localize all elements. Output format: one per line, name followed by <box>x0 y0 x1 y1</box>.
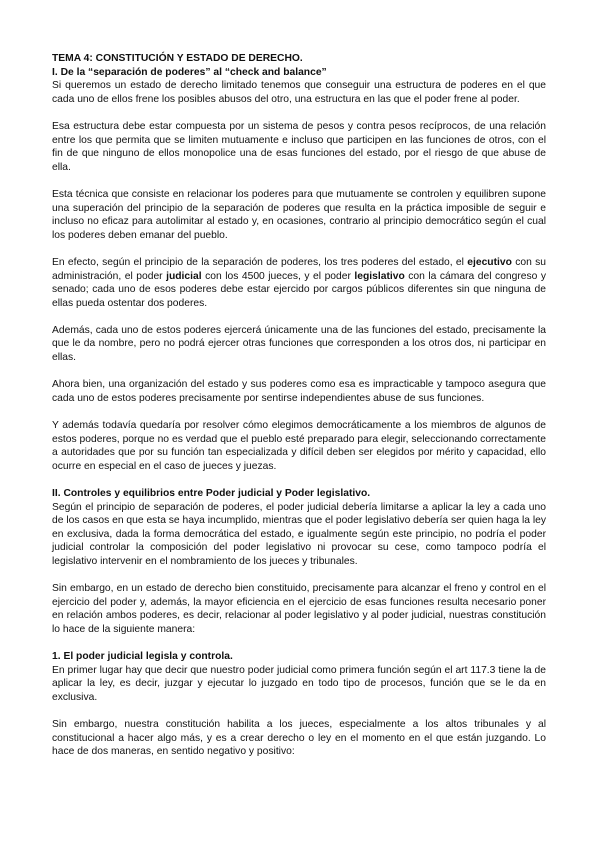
paragraph: Además, cada uno de estos poderes ejercerá únicamente una de las funciones del estado, precisamente la que le da nombre, pero no podrá ejercer otras funciones que corresponden a los otros dos, ni participar en ellas. <box>52 324 546 364</box>
paragraph: En primer lugar hay que decir que nuestro poder judicial como primera función según el art 117.3 tiene la de aplicar la ley, es decir, juzgar y ejecutar lo juzgado en todo tipo de procesos, función que se le da en exclusiva. <box>52 664 546 703</box>
section-heading-2: II. Controles y equilibrios entre Poder judicial y Poder legislativo. <box>52 488 371 499</box>
subsection-heading-1: 1. El poder judicial legisla y controla. <box>52 651 233 663</box>
bold-term-ejecutivo: ejecutivo <box>467 256 512 268</box>
paragraph: Esta técnica que consiste en relacionar los poderes para que mutuamente se controlen y equilibren supone una superación del principio de la separación de poderes que resulta en la práctica imposible de seguir e incluso no eficaz para autolimitar al estado y, en ocasiones, contrario al principio democrático según el cual los poderes deben emanar del pueblo. <box>52 188 546 241</box>
paragraph: Y además todavía quedaría por resolver cómo elegimos democráticamente a los miembros de algunos de estos poderes, porque no es verdad que el pueblo esté preparado para elegir, seleccionando correctamente a autoridades que por su función tan especializada y difícil deben ser elegidos por mérito y capacidad, ello ocurre en especial en el caso de jueces y juezas. <box>52 420 546 472</box>
paragraph: Si queremos un estado de derecho limitado tenemos que conseguir una estructura de poderes en el que cada uno de ellos frene los posibles abusos del otro, una estructura en las que el poder frene al poder. <box>52 80 546 105</box>
bold-term-legislativo: legislativo <box>354 270 405 282</box>
paragraph: Esa estructura debe estar compuesta por un sistema de pesos y contra pesos recíprocos, de una relación entre los que permita que se limiten mutuamente e incluso que participen en las funciones de otros, con el fin de que ninguno de ellos monopolice una de esas funciones del estado, por el riesgo de que abuse de ella. <box>52 120 546 173</box>
paragraph: Según el principio de separación de poderes, el poder judicial debería limitarse a aplicar la ley a cada uno de los casos en que esta se haya incumplido, mientras que el poder legislativo debería ser quien haga la ley en exclusiva, dada la forma democrática del estado, e igualmente según este principio, no podría el poder judicial controlar la composición del poder legislativo ni provocar su cese, como tampoco podría el legislativo intervenir en el nombramiento de los jueces y tribunales. <box>52 501 546 567</box>
bold-term-judicial: judicial <box>166 270 202 282</box>
document-title: TEMA 4: CONSTITUCIÓN Y ESTADO DE DERECHO. <box>52 53 303 64</box>
document-page <box>52 52 546 759</box>
paragraph: En efecto, según el principio de la separación de poderes, los tres poderes del estado, el ejecutivo con su administración, el poder judicial con los 4500 jueces, y el poder legislativo con la cámara del congreso y senado; cada uno de esos poderes debe estar ejercido por cargos públicos diferentes sin que ninguna de ellas pueda ostentar dos poderes. <box>52 256 546 309</box>
paragraph: Sin embargo, nuestra constitución habilita a los jueces, especialmente a los altos tribunales y al constitucional a hacer algo más, y es a crear derecho o ley en el momento en el que están juzgando. Lo hace de dos maneras, en sentido negativo y positivo: <box>52 719 546 758</box>
section-heading-1: I. De la “separación de poderes” al “check and balance” <box>52 66 327 78</box>
paragraph: Ahora bien, una organización del estado y sus poderes como esa es impracticable y tampoco asegura que cada uno de estos poderes precisamente por sentirse independientes abuse de sus funciones. <box>52 379 546 404</box>
paragraph: Sin embargo, en un estado de derecho bien constituido, precisamente para alcanzar el freno y control en el ejercicio del poder y, además, la mayor eficiencia en el ejercicio de esas funciones resulta necesario poner en relación ambos poderes, es decir, relacionar al poder legislativo y al poder judicial, nuestras constitución lo hace de la siguiente manera: <box>52 583 546 635</box>
